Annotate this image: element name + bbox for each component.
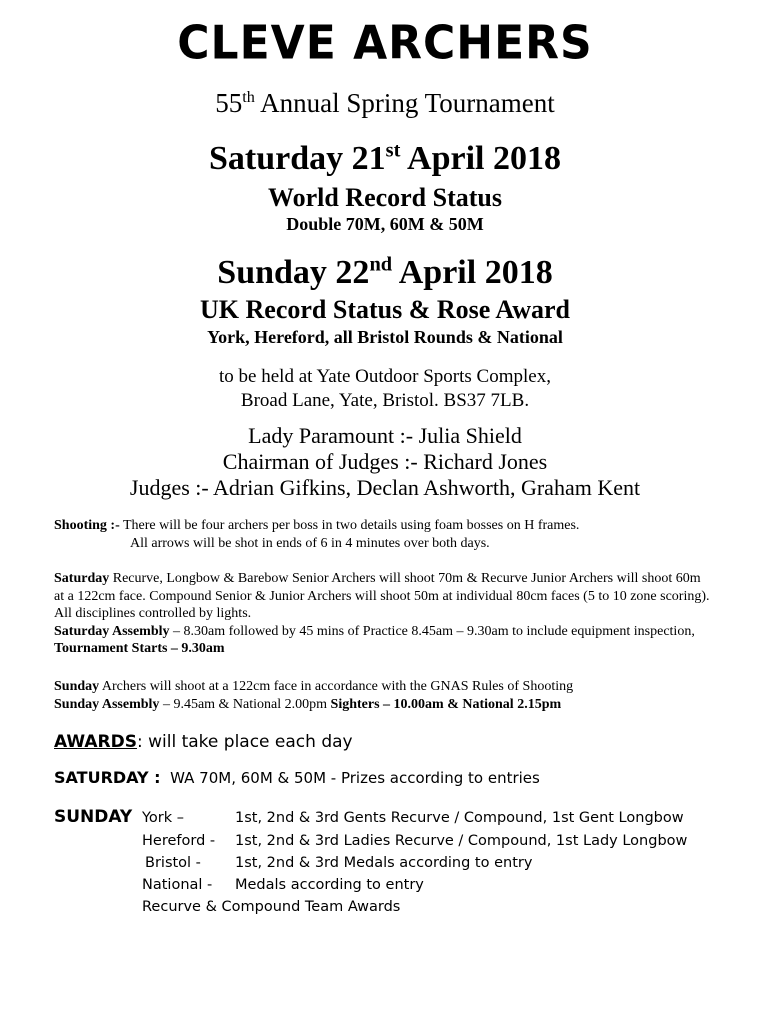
award-round-detail: Medals according to entry (235, 877, 424, 893)
award-round-name: Hereford - (142, 833, 216, 849)
sunday-info-text: Archers will shoot at a 122cm face in accordance with the GNAS Rules of Shooting (99, 679, 574, 694)
tournament-subtitle (0, 88, 770, 119)
club-title: CLEVE ARCHERS (177, 16, 593, 71)
sunday-heading-sup: nd (369, 253, 393, 276)
sunday-status: UK Record Status & Rose Award (200, 295, 570, 324)
saturday-info-label: Saturday (54, 571, 110, 586)
saturday-heading (0, 140, 770, 178)
sunday-heading (0, 254, 770, 292)
saturday-rounds: Double 70M, 60M & 50M (286, 214, 484, 234)
saturday-heading-date: Saturday 21 (209, 140, 386, 177)
team-awards: Recurve & Compound Team Awards (142, 899, 401, 915)
award-round-detail: 1st, 2nd & 3rd Ladies Recurve / Compound, 1st Lady Longbow (235, 833, 688, 849)
sunday-heading-month: April 2018 (392, 254, 553, 291)
tournament-number: 55 (215, 88, 243, 118)
saturday-heading-sup: st (385, 139, 401, 162)
saturday-awards-label: SATURDAY : (54, 768, 161, 787)
awards-text: : will take place each day (136, 732, 353, 752)
judges-list: Judges :- Adrian Gifkins, Declan Ashworth, Graham Kent (129, 475, 641, 500)
saturday-awards-text: WA 70M, 60M & 50M - Prizes according to entries (170, 769, 540, 787)
sunday-rounds: York, Hereford, all Bristol Rounds & National (207, 327, 563, 347)
venue-line-1: to be held at Yate Outdoor Sports Complex, (219, 366, 551, 387)
award-round-detail: 1st, 2nd & 3rd Medals according to entry (235, 855, 533, 871)
venue-line-2: Broad Lane, Yate, Bristol. BS37 7LB. (240, 390, 530, 411)
tournament-start: Tournament Starts – 9.30am (54, 641, 225, 656)
saturday-info (54, 570, 714, 658)
shooting-label: Shooting :- (54, 518, 120, 533)
awards-label: AWARDS (54, 732, 137, 752)
awards-heading (54, 732, 353, 752)
saturday-status: World Record Status (268, 183, 502, 212)
tournament-number-suffix: th (242, 88, 255, 106)
saturday-heading-month: April 2018 (400, 140, 561, 177)
award-round-name: York – (142, 810, 185, 826)
saturday-info-text: Recurve, Longbow & Barebow Senior Archers will shoot 70m & Recurve Junior Archers will shoot 60m at a 122cm face. Compound Senior & Junior Archers will shoot 50m at individual 80cm faces (5 to 10 zone scoring). All disciplines controlled by lights. (54, 571, 710, 621)
shooting-line-2: All arrows will be shot in ends of 6 in 4 minutes over both days. (130, 535, 490, 551)
award-round-name: National - (142, 877, 213, 893)
sunday-heading-date: Sunday 22 (217, 254, 370, 291)
venue-block (0, 365, 770, 413)
sunday-assembly-text: – 9.45am & National 2.00pm (159, 696, 331, 712)
lady-paramount: Lady Paramount :- Julia Shield (248, 423, 522, 448)
shooting-info (54, 517, 714, 552)
tournament-name: Annual Spring Tournament (254, 88, 555, 118)
sunday-assembly-label: Sunday Assembly (54, 696, 160, 712)
sunday-info-label: Sunday (54, 679, 100, 694)
award-round-name: Bristol - (145, 855, 201, 871)
saturday-awards (54, 768, 540, 787)
award-round-detail: 1st, 2nd & 3rd Gents Recurve / Compound, 1st Gent Longbow (235, 810, 684, 826)
shooting-line-1: There will be four archers per boss in two details using foam bosses on H frames. (119, 518, 580, 533)
sunday-info (54, 678, 714, 713)
officials-block (0, 423, 770, 501)
sighters-time: Sighters – 10.00am & National 2.15pm (330, 696, 562, 712)
sunday-awards-label: SUNDAY (54, 807, 133, 827)
chairman-of-judges: Chairman of Judges :- Richard Jones (222, 449, 548, 474)
saturday-assembly-label: Saturday Assembly (54, 623, 170, 639)
saturday-assembly-text: – 8.30am followed by 45 mins of Practice 8.45am – 9.30am to include equipment inspection, (169, 623, 695, 639)
